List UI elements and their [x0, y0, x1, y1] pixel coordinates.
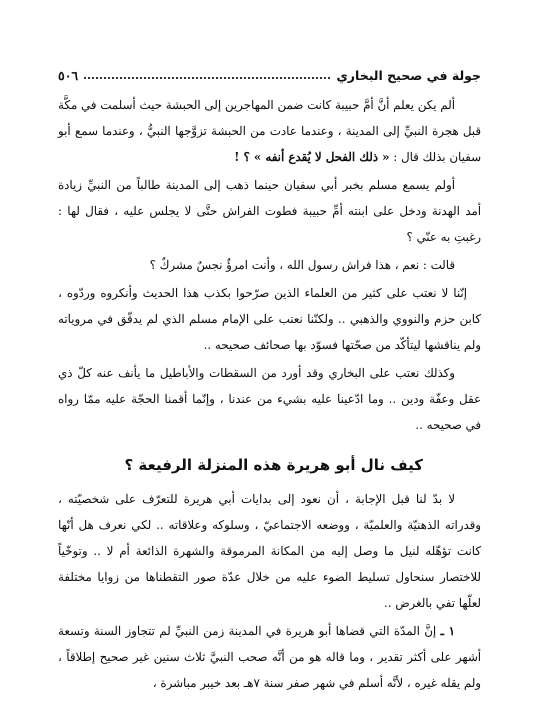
paragraph-3: قالت : نعم ، هذا فراش رسول الله ، وأنت امرؤٌ نجسٌ مشركٌ ؟ [149, 258, 455, 272]
paragraph-2: أولم يسمع مسلم بخبر أبي سفيان حينما ذهب إلى المدينة طالباً من النبيِّ زيادة أمد الهدنة ودخل على ابنته أمِّ حبيبة فطوت الفراش حتَّى لا يجلس عليه ، فقال لها : رغبتِ به عنّي ؟ [58, 178, 481, 244]
paragraph-5: وكذلك نعتب على البخاري وقد أورد من السقطات والأباطيل ما يأنف عنه كلّ ذي عقل وعفّة ودين .. وما ادّعينا عليه بشيء من عندنا ، وإنّما أقمنا الحجّة عليه ممّا رواه في صحيحه .. [58, 366, 481, 432]
running-header [58, 58, 481, 82]
list-item-1-number: ١ ـ [440, 624, 455, 638]
paragraph-1-quote: « ذلك الفحل لا يُقدع أنفه » ؟ ! [234, 150, 390, 164]
paragraph-6: لا بدّ لنا قبل الإجابة ، أن نعود إلى بدايات أبي هريرة للتعرّف على شخصيّته ، وقدراته الذهنيّة والعلميّة ، ووضعه الاجتماعيّ ، وسلوكه وعلاقاته .. لكي نعرف هل أنّها كانت تؤهّله لنيل ما وصل إليه من المكانة المرموقة والشهرة الذائعة أم لا .. وتوخّياً للاختصار سنحاول تسليط الضوء عليه من خلال عدّة صور التقطناها من زوايا مختلفة لعلّها تفي بالغرض .. [58, 492, 481, 610]
paragraph-1-text: ألم يكن يعلم أنَّ أمَّ حبيبة كانت ضمن المهاجرين إلى الحبشة حيث أسلمت في مكَّة قبل هجرة النبيِّ إلى المدينة ، وعندما عادت من الحبشة تزوَّجها النبيُّ ، وعندما سمع أبو سفيان بذلك قال : [58, 98, 481, 164]
book-title: جولة في صحيح البخاري [336, 67, 481, 83]
paragraph-4: إنّنا لا نعتب على كثير من العلماء الذين صرّحوا بكذب هذا الحديث وأنكروه وردّوه ، كابن حزم والنووي والذهبي .. ولكنّنا نعتب على الإمام مسلم الذي لم يدقّق في مروياته ولم يناقشها ليتأكّد من صحّتها فسوّد بها صحائف صحيحه .. [58, 286, 481, 352]
paragraph-1 [58, 92, 481, 170]
list-item-1 [58, 618, 481, 696]
list-item-1-text: إنَّ المدّة التي قضاها أبو هريرة في المدينة زمن النبيِّ لم تتجاوز السنة وتسعة أشهر على أكثر تقدير ، وما قاله هو من أنَّه صحب النبيَّ ثلاث سنين غير صحيح إطلاقاً ، ولم يقله غيره ، لأنَّه أسلم في شهر صفر سنة ٧هـ بعد خيبر مباشرة ، [58, 624, 481, 690]
page-number: ٥٠٦ [58, 67, 79, 83]
body-text [58, 92, 481, 698]
dotted-leader [84, 77, 330, 79]
section-heading: كيف نال أبو هريرة هذه المنزلة الرفيعة ؟ [124, 456, 423, 474]
